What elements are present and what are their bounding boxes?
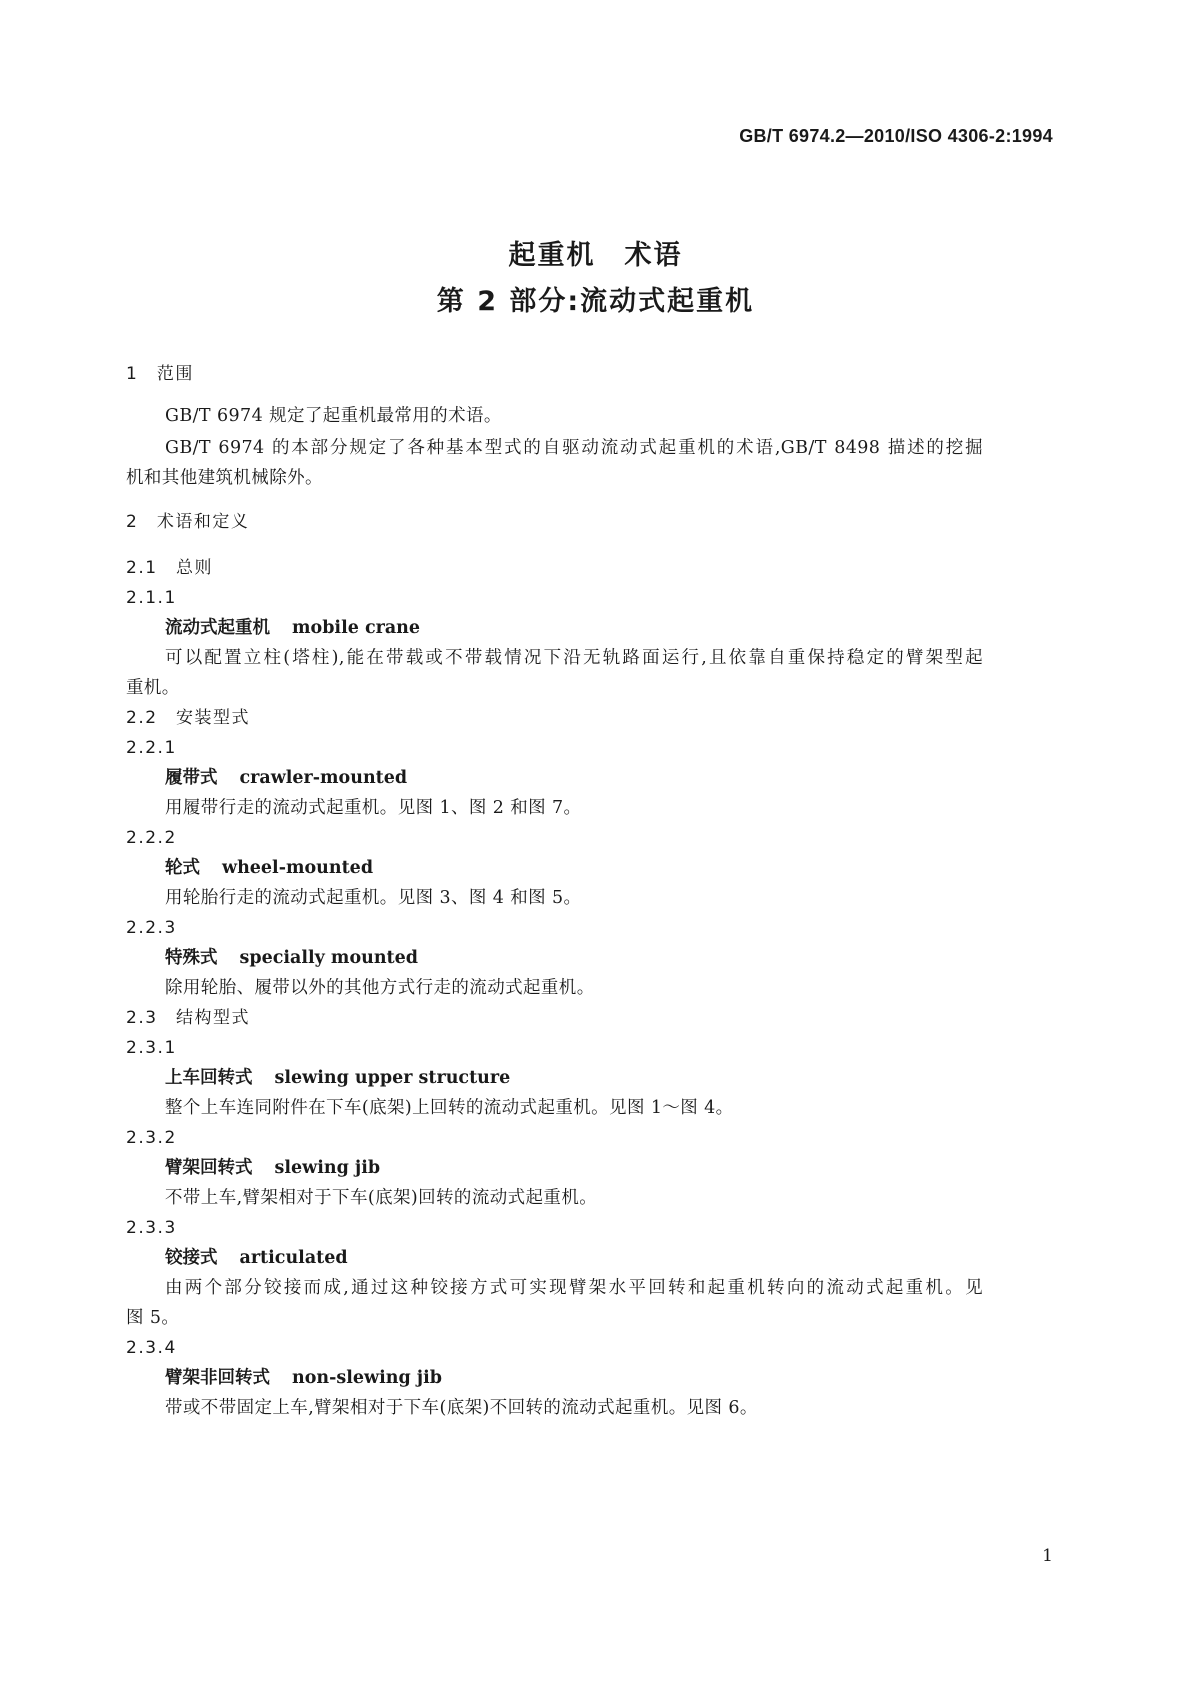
section-heading-terms: 2 术语和定义 <box>126 512 250 532</box>
subsection-heading-2-2: 2.2 安装型式 <box>126 708 251 728</box>
term-2-3-3 <box>165 1250 348 1268</box>
definition-2-3-2: 不带上车,臂架相对于下车(底架)回转的流动式起重机。 <box>165 1188 598 1208</box>
term-2-2-2 <box>165 860 373 878</box>
term-cn: 铰接式 <box>165 1248 218 1268</box>
term-cn: 特殊式 <box>165 948 218 968</box>
term-cn: 流动式起重机 <box>165 618 270 638</box>
subsection-heading-2-3: 2.3 结构型式 <box>126 1008 251 1028</box>
definition-2-3-3-line-2: 图 5。 <box>126 1308 180 1328</box>
term-2-3-1 <box>165 1070 510 1088</box>
definition-2-1-1-line-2: 重机。 <box>126 678 180 698</box>
definition-2-3-3-line-1: 由两个部分铰接而成,通过这种铰接方式可实现臂架水平回转和起重机转向的流动式起重机。见 <box>165 1278 983 1298</box>
term-number-2-2-1: 2.2.1 <box>126 738 177 758</box>
section-heading-scope: 1 范围 <box>126 364 194 384</box>
definition-2-1-1-line-1: 可以配置立柱(塔柱),能在带载或不带载情况下沿无轨路面运行,且依靠自重保持稳定的臂架型起 <box>165 648 983 668</box>
definition-2-2-2: 用轮胎行走的流动式起重机。见图 3、图 4 和图 5。 <box>165 888 582 908</box>
term-number-2-1-1: 2.1.1 <box>126 588 177 608</box>
term-cn: 轮式 <box>165 858 200 878</box>
term-en: articulated <box>239 1248 348 1268</box>
term-number-2-3-2: 2.3.2 <box>126 1128 177 1148</box>
document-title: 起重机 术语 <box>508 240 683 271</box>
term-number-2-3-1: 2.3.1 <box>126 1038 177 1058</box>
term-number-2-3-4: 2.3.4 <box>126 1338 177 1358</box>
term-en: wheel-mounted <box>222 858 374 878</box>
term-en: crawler-mounted <box>239 768 408 788</box>
term-en: slewing jib <box>274 1158 381 1178</box>
term-en: slewing upper structure <box>274 1068 511 1088</box>
term-number-2-3-3: 2.3.3 <box>126 1218 177 1238</box>
scope-paragraph-2-line-1: GB/T 6974 的本部分规定了各种基本型式的自驱动流动式起重机的术语,GB/T 8498 描述的挖掘 <box>165 438 983 458</box>
term-cn: 臂架非回转式 <box>165 1368 270 1388</box>
term-number-2-2-2: 2.2.2 <box>126 828 177 848</box>
subsection-heading-2-1: 2.1 总则 <box>126 558 214 578</box>
term-en: specially mounted <box>239 948 419 968</box>
term-2-3-2 <box>165 1160 380 1178</box>
page-number: 1 <box>1042 1546 1053 1566</box>
term-cn: 上车回转式 <box>165 1068 253 1088</box>
term-2-2-1 <box>165 770 407 788</box>
definition-2-3-4: 带或不带固定上车,臂架相对于下车(底架)不回转的流动式起重机。见图 6。 <box>165 1398 758 1418</box>
term-2-3-4 <box>165 1370 442 1388</box>
scope-paragraph-1: GB/T 6974 规定了起重机最常用的术语。 <box>165 406 502 426</box>
term-number-2-2-3: 2.2.3 <box>126 918 177 938</box>
term-cn: 履带式 <box>165 768 218 788</box>
standard-code: GB/T 6974.2—2010/ISO 4306-2:1994 <box>739 126 1053 146</box>
document-subtitle: 第 2 部分:流动式起重机 <box>436 286 755 317</box>
definition-2-2-1: 用履带行走的流动式起重机。见图 1、图 2 和图 7。 <box>165 798 582 818</box>
term-2-1-1 <box>165 620 420 638</box>
definition-2-2-3: 除用轮胎、履带以外的其他方式行走的流动式起重机。 <box>165 978 595 998</box>
term-2-2-3 <box>165 950 418 968</box>
term-en: non-slewing jib <box>292 1368 442 1388</box>
definition-2-3-1: 整个上车连同附件在下车(底架)上回转的流动式起重机。见图 1～图 4。 <box>165 1098 734 1118</box>
term-cn: 臂架回转式 <box>165 1158 253 1178</box>
scope-paragraph-2-line-2: 机和其他建筑机械除外。 <box>126 468 323 488</box>
term-en: mobile crane <box>292 618 421 638</box>
